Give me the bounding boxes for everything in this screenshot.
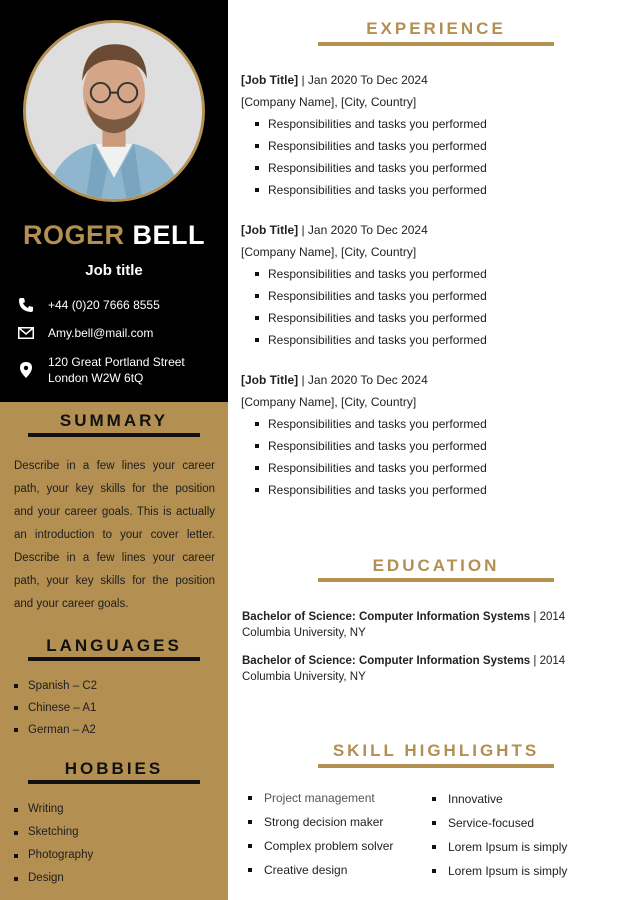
job-dates: | Jan 2020 To Dec 2024 — [298, 223, 428, 237]
location-icon — [16, 362, 36, 378]
job-tasks — [241, 263, 621, 351]
job-entry — [241, 219, 621, 351]
education-degree-line — [242, 609, 622, 625]
hobbies-divider — [28, 780, 200, 784]
phone-icon — [16, 297, 36, 313]
skill-item: Lorem Ipsum is simply — [432, 859, 567, 883]
job-tasks — [241, 113, 621, 201]
skills-column-1 — [248, 786, 393, 882]
profile-photo — [23, 20, 205, 202]
skill-item: Strong decision maker — [248, 810, 393, 834]
skills-column-2 — [432, 787, 567, 883]
task-item: Responsibilities and tasks you performed — [241, 179, 621, 201]
address-line-1: 120 Great Portland Street — [48, 355, 185, 369]
job-title-field: [Job Title] — [241, 73, 299, 87]
hobbies-heading: HOBBIES — [64, 759, 164, 778]
job-dates: | Jan 2020 To Dec 2024 — [298, 73, 428, 87]
job-entry — [241, 69, 621, 201]
education-school: Columbia University, NY — [242, 627, 366, 639]
contact-phone — [16, 297, 160, 313]
task-item: Responsibilities and tasks you performed — [241, 435, 621, 457]
experience-divider — [318, 42, 554, 46]
contact-email — [16, 325, 153, 341]
education-year: | 2014 — [530, 611, 566, 623]
language-item: Spanish – C2 — [14, 675, 97, 697]
contact-address — [16, 354, 185, 386]
education-school: Columbia University, NY — [242, 671, 366, 683]
education-divider — [318, 578, 554, 582]
job-company: [Company Name], [City, Country] — [241, 95, 417, 109]
job-tasks — [241, 413, 621, 501]
skill-item: Creative design — [248, 858, 393, 882]
job-header — [241, 219, 621, 241]
first-name: ROGER — [22, 220, 125, 250]
education-degree: Bachelor of Science: Computer Information Systems — [242, 611, 531, 623]
skill-item: Complex problem solver — [248, 834, 393, 858]
address — [48, 354, 185, 386]
skills-heading: SKILL HIGHLIGHTS — [332, 741, 540, 760]
job-entry — [241, 369, 621, 501]
job-company: [Company Name], [City, Country] — [241, 395, 417, 409]
address-line-2: London W2W 6tQ — [48, 371, 144, 385]
task-item: Responsibilities and tasks you performed — [241, 285, 621, 307]
mail-icon — [16, 325, 36, 341]
job-title-field: [Job Title] — [241, 223, 299, 237]
languages-divider — [28, 657, 200, 661]
hobby-item: Sketching — [14, 821, 93, 844]
task-item: Responsibilities and tasks you performed — [241, 413, 621, 435]
skill-item: Service-focused — [432, 811, 567, 835]
task-item: Responsibilities and tasks you performed — [241, 479, 621, 501]
summary-heading: SUMMARY — [59, 411, 169, 430]
last-name: BELL — [132, 220, 206, 250]
task-item: Responsibilities and tasks you performed — [241, 113, 621, 135]
education-degree: Bachelor of Science: Computer Information Systems — [242, 655, 531, 667]
languages-list — [14, 675, 97, 741]
summary-text: Describe in a few lines your career path, your key skills for the position and your career goals. This is actually an introduction to your cover letter. Describe in a few lines your career path, your key skills for the position and your career goals. — [14, 460, 215, 610]
profile-photo-illustration — [26, 23, 202, 199]
job-title: Job title — [85, 262, 143, 279]
job-dates: | Jan 2020 To Dec 2024 — [298, 373, 428, 387]
job-title-field: [Job Title] — [241, 373, 299, 387]
skill-item: Innovative — [432, 787, 567, 811]
education-degree-line — [242, 653, 622, 669]
hobby-item: Design — [14, 867, 93, 890]
hobby-item: Writing — [14, 798, 93, 821]
skill-item: Lorem Ipsum is simply — [432, 835, 567, 859]
job-company: [Company Name], [City, Country] — [241, 245, 417, 259]
skills-divider — [318, 764, 554, 768]
task-item: Responsibilities and tasks you performed — [241, 307, 621, 329]
task-item: Responsibilities and tasks you performed — [241, 157, 621, 179]
education-year: | 2014 — [530, 655, 566, 667]
sidebar — [0, 0, 228, 900]
languages-heading: LANGUAGES — [46, 636, 182, 655]
task-item: Responsibilities and tasks you performed — [241, 457, 621, 479]
hobby-item: Photography — [14, 844, 93, 867]
skill-item: Project management — [248, 786, 393, 810]
education-entry — [242, 653, 622, 685]
language-item: Chinese – A1 — [14, 697, 97, 719]
job-header — [241, 69, 621, 91]
task-item: Responsibilities and tasks you performed — [241, 135, 621, 157]
language-item: German – A2 — [14, 719, 97, 741]
task-item: Responsibilities and tasks you performed — [241, 263, 621, 285]
summary-divider — [28, 433, 200, 437]
email-address: Amy.bell@mail.com — [48, 326, 154, 340]
phone-number: +44 (0)20 7666 8555 — [48, 298, 160, 312]
task-item: Responsibilities and tasks you performed — [241, 329, 621, 351]
education-entry — [242, 609, 622, 641]
job-header — [241, 369, 621, 391]
candidate-name — [0, 220, 228, 251]
experience-heading: EXPERIENCE — [366, 19, 506, 38]
education-heading: EDUCATION — [372, 556, 500, 575]
hobbies-list — [14, 798, 93, 890]
